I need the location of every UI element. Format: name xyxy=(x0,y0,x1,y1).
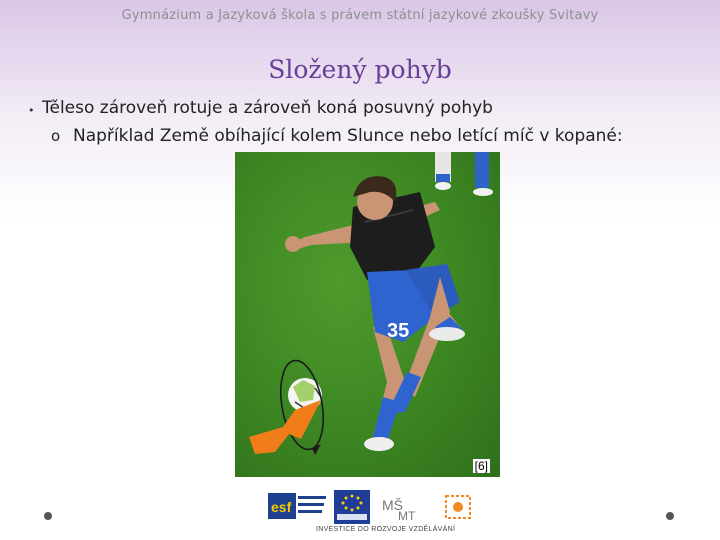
jersey-number: 35 xyxy=(387,320,410,342)
translation-arrow-icon xyxy=(249,400,321,454)
bullet-text: Těleso zároveň rotuje a zároveň koná posuvný pohyb xyxy=(42,98,493,118)
sub-bullet-text: Například Země obíhající kolem Slunce nebo letící míč v kopané: xyxy=(73,126,623,146)
funding-logos xyxy=(268,490,478,538)
svg-text:MŠ: MŠ xyxy=(382,497,403,513)
op-logo xyxy=(440,490,476,524)
bullet-dot-icon: • xyxy=(28,104,35,117)
svg-text:esf: esf xyxy=(271,499,292,515)
sub-bullet-marker: o xyxy=(51,127,61,145)
slide-title: Složený pohyb xyxy=(268,55,452,84)
funding-caption: INVESTICE DO ROZVOJE VZDĚLÁVÁNÍ xyxy=(316,526,456,533)
football-player-photo xyxy=(235,152,500,477)
institution-header: Gymnázium a Jazyková škola s právem státní jazykové zkoušky Svitavy xyxy=(121,8,599,23)
msmt-logo xyxy=(378,490,418,524)
image-reference: [6] xyxy=(474,459,488,473)
esf-logo xyxy=(268,490,328,524)
slide-dot-right xyxy=(666,512,674,520)
background-player-left xyxy=(435,152,451,190)
slide-dot-left xyxy=(44,512,52,520)
eu-flag-logo xyxy=(334,490,370,524)
svg-text:MT: MT xyxy=(398,509,416,523)
background-player-right xyxy=(473,152,493,196)
